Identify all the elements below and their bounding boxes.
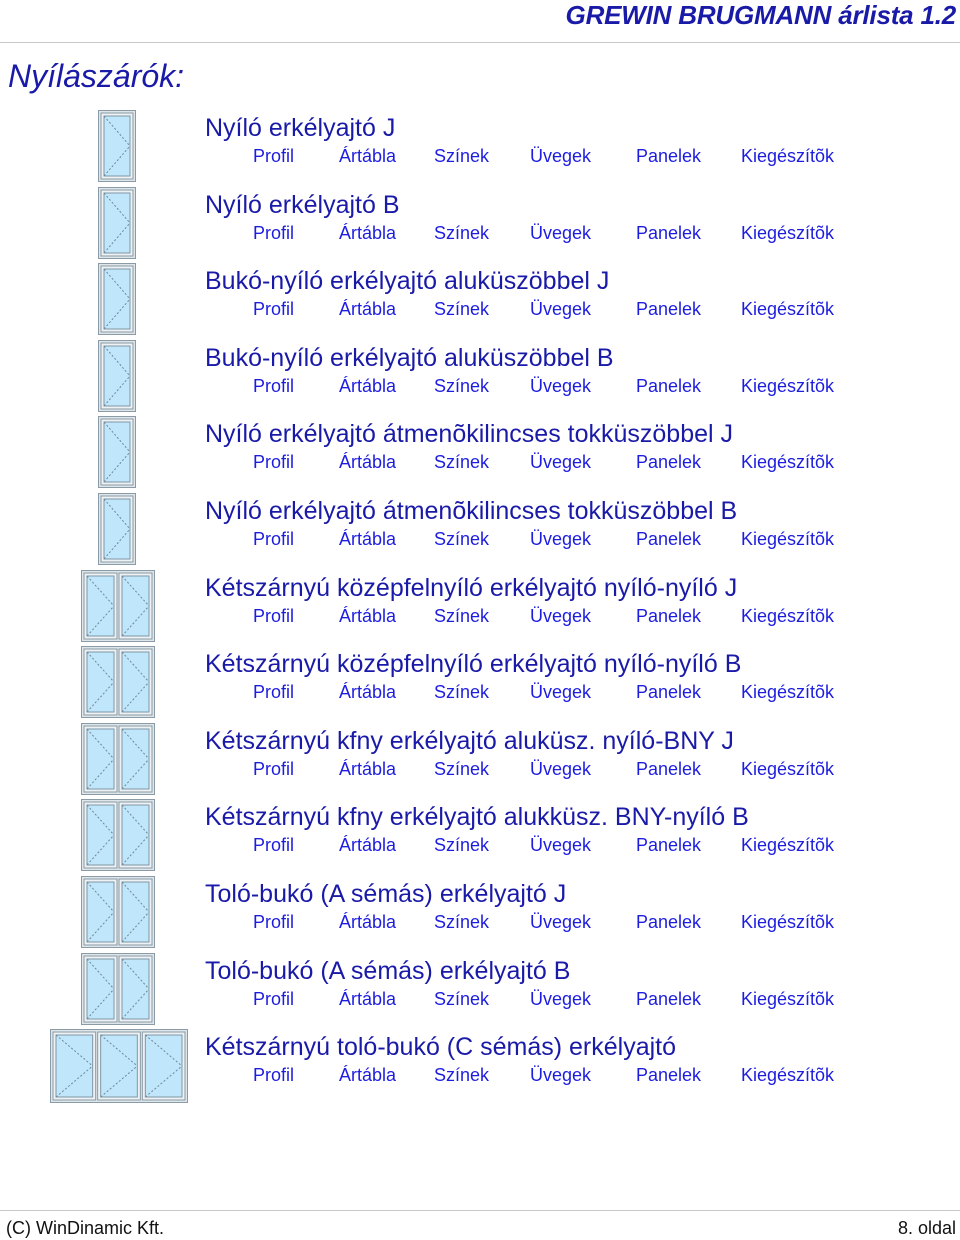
szinek-link[interactable]: Színek	[434, 299, 490, 320]
panelek-link[interactable]: Panelek	[636, 605, 702, 626]
uvegek-link[interactable]: Üvegek	[530, 375, 592, 396]
product-item	[0, 799, 960, 876]
kiegeszitok-link[interactable]: Kiegészítõk	[741, 452, 835, 473]
single-door-icon	[98, 263, 136, 340]
profil-link[interactable]: Profil	[253, 222, 295, 243]
product-item	[0, 723, 960, 800]
product-item	[0, 1029, 960, 1106]
product-title: Bukó-nyíló erkélyajtó aluküszöbbel J	[205, 267, 610, 296]
panelek-link[interactable]: Panelek	[636, 988, 702, 1009]
product-title: Toló-bukó (A sémás) erkélyajtó J	[205, 880, 567, 908]
profil-link[interactable]: Profil	[253, 682, 295, 703]
szinek-link[interactable]: Színek	[434, 529, 490, 549]
kiegeszitok-link[interactable]: Kiegészítõk	[741, 146, 835, 166]
product-title: Kétszárnyú középfelnyíló erkélyajtó nyíló-nyíló B	[205, 650, 742, 679]
product-item	[0, 570, 960, 647]
szinek-link[interactable]: Színek	[434, 222, 490, 243]
szinek-link[interactable]: Színek	[434, 988, 490, 1009]
uvegek-link[interactable]: Üvegek	[530, 758, 592, 779]
profil-link[interactable]: Profil	[253, 375, 295, 396]
panelek-link[interactable]: Panelek	[636, 758, 702, 779]
artabla-link[interactable]: Ártábla	[339, 146, 397, 166]
product-item	[0, 953, 960, 1030]
profil-link[interactable]: Profil	[253, 146, 295, 166]
uvegek-link[interactable]: Üvegek	[530, 222, 592, 243]
szinek-link[interactable]: Színek	[434, 605, 490, 626]
panelek-link[interactable]: Panelek	[636, 299, 702, 320]
szinek-link[interactable]: Színek	[434, 758, 490, 779]
single-door-icon	[98, 187, 136, 264]
szinek-link[interactable]: Színek	[434, 375, 490, 396]
footer-page-number: 8. oldal	[897, 1218, 956, 1238]
uvegek-link[interactable]: Üvegek	[530, 529, 592, 549]
footer-copyright: (C) WinDinamic Kft.	[6, 1218, 165, 1238]
document-title: GREWIN BRUGMANN árlista 1.2	[565, 0, 956, 30]
footer-divider	[0, 1210, 960, 1211]
header-divider	[0, 42, 960, 43]
kiegeszitok-link[interactable]: Kiegészítõk	[741, 835, 835, 856]
kiegeszitok-link[interactable]: Kiegészítõk	[741, 758, 835, 779]
kiegeszitok-link[interactable]: Kiegészítõk	[741, 988, 835, 1009]
panelek-link[interactable]: Panelek	[636, 912, 702, 932]
artabla-link[interactable]: Ártábla	[339, 912, 397, 932]
szinek-link[interactable]: Színek	[434, 912, 490, 932]
product-item	[0, 416, 960, 493]
szinek-link[interactable]: Színek	[434, 682, 490, 703]
kiegeszitok-link[interactable]: Kiegészítõk	[741, 1065, 835, 1086]
szinek-link[interactable]: Színek	[434, 1065, 490, 1086]
uvegek-link[interactable]: Üvegek	[530, 1065, 592, 1086]
wide-door-icon	[50, 1029, 188, 1108]
kiegeszitok-link[interactable]: Kiegészítõk	[741, 375, 835, 396]
product-item	[0, 110, 960, 187]
kiegeszitok-link[interactable]: Kiegészítõk	[741, 529, 835, 549]
artabla-link[interactable]: Ártábla	[339, 682, 397, 703]
product-title: Kétszárnyú toló-bukó (C sémás) erkélyajtó	[205, 1033, 677, 1062]
artabla-link[interactable]: Ártábla	[339, 988, 397, 1009]
product-title: Nyíló erkélyajtó J	[205, 114, 396, 142]
product-item	[0, 493, 960, 570]
panelek-link[interactable]: Panelek	[636, 146, 702, 166]
uvegek-link[interactable]: Üvegek	[530, 682, 592, 703]
uvegek-link[interactable]: Üvegek	[530, 605, 592, 626]
product-title: Kétszárnyú kfny erkélyajtó alukküsz. BNY-nyíló B	[205, 803, 749, 832]
product-title: Kétszárnyú középfelnyíló erkélyajtó nyíló-nyíló J	[205, 573, 738, 602]
panelek-link[interactable]: Panelek	[636, 1065, 702, 1086]
panelek-link[interactable]: Panelek	[636, 682, 702, 703]
double-door-icon	[81, 723, 155, 800]
uvegek-link[interactable]: Üvegek	[530, 835, 592, 856]
artabla-link[interactable]: Ártábla	[339, 452, 397, 473]
profil-link[interactable]: Profil	[253, 912, 295, 932]
kiegeszitok-link[interactable]: Kiegészítõk	[741, 605, 835, 626]
artabla-link[interactable]: Ártábla	[339, 529, 397, 549]
single-door-icon	[98, 416, 136, 493]
product-item	[0, 876, 960, 953]
profil-link[interactable]: Profil	[253, 758, 295, 779]
kiegeszitok-link[interactable]: Kiegészítõk	[741, 299, 835, 320]
product-item	[0, 187, 960, 264]
kiegeszitok-link[interactable]: Kiegészítõk	[741, 682, 835, 703]
single-door-icon	[98, 110, 136, 187]
szinek-link[interactable]: Színek	[434, 146, 490, 166]
product-title: Nyíló erkélyajtó átmenõkilincses tokküszöbbel B	[205, 497, 738, 525]
panelek-link[interactable]: Panelek	[636, 222, 702, 243]
profil-link[interactable]: Profil	[253, 835, 295, 856]
double-door-icon	[81, 570, 155, 647]
profil-link[interactable]: Profil	[253, 605, 295, 626]
uvegek-link[interactable]: Üvegek	[530, 146, 592, 166]
section-title: Nyílászárók:	[8, 58, 185, 94]
profil-link[interactable]: Profil	[253, 988, 295, 1009]
product-title: Toló-bukó (A sémás) erkélyajtó B	[205, 956, 571, 985]
panelek-link[interactable]: Panelek	[636, 375, 702, 396]
product-title: Nyíló erkélyajtó B	[205, 190, 400, 219]
product-item	[0, 340, 960, 417]
artabla-link[interactable]: Ártábla	[339, 375, 397, 396]
panelek-link[interactable]: Panelek	[636, 835, 702, 856]
profil-link[interactable]: Profil	[253, 529, 295, 549]
artabla-link[interactable]: Ártábla	[339, 835, 397, 856]
uvegek-link[interactable]: Üvegek	[530, 452, 592, 473]
product-item	[0, 263, 960, 340]
panelek-link[interactable]: Panelek	[636, 529, 702, 549]
artabla-link[interactable]: Ártábla	[339, 1065, 397, 1086]
product-title: Bukó-nyíló erkélyajtó aluküszöbbel B	[205, 343, 614, 372]
product-title: Kétszárnyú kfny erkélyajtó aluküsz. nyíló-BNY J	[205, 726, 734, 755]
artabla-link[interactable]: Ártábla	[339, 605, 397, 626]
uvegek-link[interactable]: Üvegek	[530, 988, 592, 1009]
artabla-link[interactable]: Ártábla	[339, 758, 397, 779]
double-door-icon	[81, 876, 155, 953]
artabla-link[interactable]: Ártábla	[339, 299, 397, 320]
szinek-link[interactable]: Színek	[434, 452, 490, 473]
artabla-link[interactable]: Ártábla	[339, 222, 397, 243]
double-door-icon	[81, 646, 155, 723]
szinek-link[interactable]: Színek	[434, 835, 490, 856]
kiegeszitok-link[interactable]: Kiegészítõk	[741, 222, 835, 243]
uvegek-link[interactable]: Üvegek	[530, 299, 592, 320]
panelek-link[interactable]: Panelek	[636, 452, 702, 473]
double-door-icon	[81, 799, 155, 876]
profil-link[interactable]: Profil	[253, 452, 295, 473]
double-door-icon	[81, 953, 155, 1030]
kiegeszitok-link[interactable]: Kiegészítõk	[741, 912, 835, 932]
profil-link[interactable]: Profil	[253, 1065, 295, 1086]
uvegek-link[interactable]: Üvegek	[530, 912, 592, 932]
product-title: Nyíló erkélyajtó átmenõkilincses tokküszöbbel J	[205, 420, 734, 449]
product-item	[0, 646, 960, 723]
single-door-icon	[98, 493, 136, 570]
profil-link[interactable]: Profil	[253, 299, 295, 320]
single-door-icon	[98, 340, 136, 417]
